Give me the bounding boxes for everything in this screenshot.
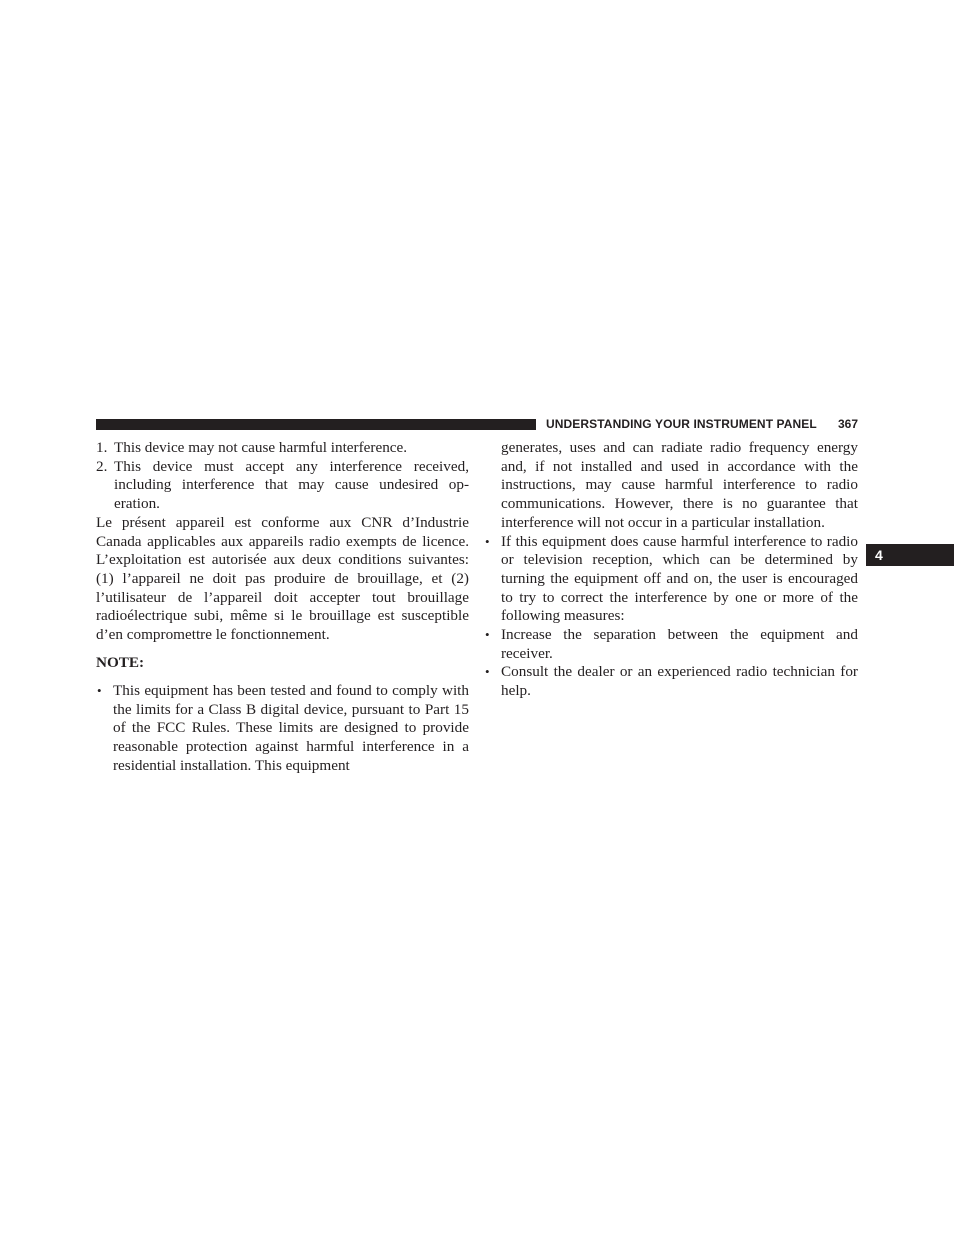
chapter-tab: 4 xyxy=(866,544,954,566)
bullet-icon: • xyxy=(485,627,490,643)
bullet-text: Increase the separation between the equipment and receiver. xyxy=(501,626,858,662)
numbered-item xyxy=(96,439,469,458)
bullet-text: This equipment has been tested and found to comply with the limits for a Class B digital device, pursuant to Part 15 of the FCC Rules. These limits are designed to provide reasonable protection against harmful interference in a residential installation. This equipment xyxy=(113,682,469,774)
item-number: 2. xyxy=(96,457,108,475)
bullet-icon: • xyxy=(485,664,490,680)
bullet-text: Consult the dealer or an experienced radio technician for help. xyxy=(501,663,858,700)
bullet-continuation: generates, uses and can radiate radio frequency energy and, if not installed and used in accordance with the instructions, may cause harmful interference to radio communications. However, there is no guarantee that interference will not occur in a particular installation. xyxy=(501,439,858,531)
bullet-text: If this equipment does cause harmful interference to radio or television reception, which can be determined by turning the equipment off and on, the user is encouraged to try to correct the interference by one or more of the following measures: xyxy=(501,532,858,625)
french-compliance-paragraph: Le présent appareil est conforme aux CNR d’Industrie Canada applicables aux appareils radio exempts de licence. L’exploitation est autorisée aux deux conditions suivantes: (1) l’appareil ne doit pas produire de brouillage, et (2) l’utilisateur de l’appareil doit accepter tout brouillage radioélectrique subi, même si le brouillage est susceptible d’en compromettre le fonctionnement. xyxy=(96,513,469,644)
running-header-title: UNDERSTANDING YOUR INSTRUMENT PANEL xyxy=(546,417,817,431)
page-number: 367 xyxy=(838,417,859,431)
bullet-icon: • xyxy=(97,683,102,699)
bullet-item xyxy=(484,626,858,663)
right-column xyxy=(484,439,858,701)
header-rule xyxy=(96,419,536,430)
item-text: This device may not cause harmful interference. xyxy=(114,439,408,456)
bullet-item xyxy=(484,663,858,700)
numbered-item xyxy=(96,458,469,514)
bullet-icon: • xyxy=(485,533,490,549)
bullet-item xyxy=(484,533,858,627)
item-text: This device must accept any interference received, including interference that may cause undesired operation. xyxy=(114,457,469,513)
bullet-item xyxy=(96,682,469,776)
note-label: NOTE: xyxy=(96,654,145,672)
item-number: 1. xyxy=(96,439,108,456)
left-column xyxy=(96,439,469,776)
